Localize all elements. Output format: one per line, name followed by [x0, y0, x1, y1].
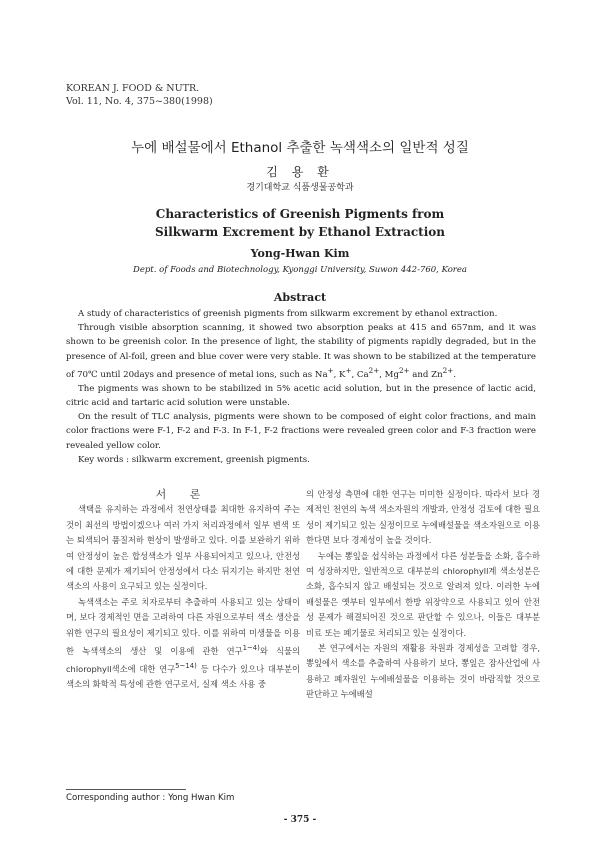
abstract-paragraph: A study of characteristics of greenish pigments from silkwarm excrement by ethanol extraction. [78, 309, 498, 319]
english-author: Yong-Hwan Kim [250, 247, 350, 260]
body-text: 녹색색소는 주로 치자로부터 추출하여 사용되고 있는 상태이며, 보다 경제적인 면을 고려하여 다른 자원으로부터 색소 생산을 위한 연구의 필요성이 제기되고 있다. 이를 위하여 미생물을 이용한 녹색색소의 생산 및 이용에 관한 연구 [66, 596, 300, 656]
page-number: - 375 - [283, 815, 317, 825]
english-title-line1: Characteristics of Greenish Pigments from [155, 207, 445, 221]
abstract-text: . [453, 369, 456, 380]
abstract-text: Through visible absorption scanning, it showed two absorption peaks at 415 and 657nm, and it was shown to be greenish color. In the presence of light, the stability of pigments rapidly degraded, but in the presence of Al-foil, green and blue cover were very stable. It was shown to be stabilized at the temperature of 70℃ until 20days and presence of metal ions, such as Na [66, 323, 536, 380]
english-title [0, 205, 600, 241]
english-affiliation: Dept. of Foods and Biotechnology, Kyonggi University, Suwon 442-760, Korea [133, 265, 467, 275]
ion-charge: + [345, 365, 352, 375]
journal-volume: Vol. 11, No. 4, 375~380(1998) [66, 96, 213, 107]
body-paragraph: 누에는 뽕잎을 섭식하는 과정에서 다른 성분들을 소화, 흡수하여 성장하지만, 일반적으로 대부분의 chlorophyll계 색소성분은 소화, 흡수되지 않고 배설되는 것으로 알려져 있다. 이러한 누에배설물은 옛부터 일부에서 한방 위장약으로 사용되고 있어 안전성 문제가 해결되어진 것으로 판단할 수 있으나, 이들은 대부분 비료 또는 폐기물로 처리되고 있는 실정이다. [306, 550, 540, 638]
journal-citation [66, 82, 213, 108]
citation-ref: 5~14) [175, 662, 197, 671]
journal-name: KOREAN J. FOOD & NUTR. [66, 83, 200, 94]
body-paragraph: 본 연구에서는 자원의 재활용 차원과 경제성을 고려할 경우, 뽕잎에서 색소를 추출하여 사용하기 보다, 뽕잎은 잠사산업에 사용하고 폐자원인 누에배설물을 이용하는 것이 바람직할 것으로 판단하고 누에배설 [306, 643, 540, 700]
footnote-rule [66, 789, 186, 790]
ion-charge: 2+ [398, 365, 410, 375]
body-paragraph: 색택을 유지하는 과정에서 천연상태를 최대한 유지하여 주는 것이 최선의 방법이겠으나 여러 가지 처리과정에서 일부 변색 또는 퇴색되어 품질저하 현상이 발생하고 있다. 이를 보완하기 위하여 안정성이 높은 합성색소가 일부 사용되어지고 있으나, 안전성에 대한 문제가 제기되어 안정성에서 다소 뒤지기는 하지만 천연색소의 사용이 요구되고 있는 실정이다. [66, 504, 300, 592]
abstract-text: , Mg [379, 369, 399, 380]
ion-charge: 2+ [442, 365, 454, 375]
abstract-text: , Ca [351, 369, 369, 380]
abstract-paragraph [66, 321, 536, 382]
keywords: Key words : silkwarm excrement, greenish pigments. [78, 454, 310, 465]
abstract-paragraph: The pigments was shown to be stabilized in 5% acetic acid solution, but in the presence of lactic acid, citric acid and tartaric acid solution were unstable. [66, 383, 536, 409]
korean-affiliation: 경기대학교 식품생물공학과 [246, 183, 354, 193]
english-title-line2: Silkwarm Excrement by Ethanol Extraction [154, 225, 445, 239]
section-heading: 서 론 [155, 488, 211, 501]
ion-charge: 2+ [368, 365, 380, 375]
abstract-text: and Zn [409, 369, 443, 380]
abstract-body [66, 307, 536, 467]
body-text: 등 다수가 있으나 대부분이 색소의 화학적 특성에 관한 연구로서, 실제 색소 사용 중 [66, 664, 300, 690]
korean-title: 누에 배설물에서 Ethanol 추출한 녹색색소의 일반적 성질 [131, 140, 469, 156]
abstract-text: , K [333, 369, 346, 380]
body-text: 와 식물의 chlorophyll색소에 대한 연구 [66, 645, 300, 674]
right-column [306, 487, 540, 703]
body-paragraph: 의 안정성 측면에 대한 연구는 미미한 실정이다. 따라서 보다 경제적인 천연의 녹색 색소자원의 개발과, 안정성 검토에 대한 필요성이 제기되고 있는 실정이므로 누에배설물을 색소자원으로 이용한다면 보다 경제성이 높을 것이다. [306, 489, 540, 546]
corresponding-author: Corresponding author : Yong Hwan Kim [66, 793, 235, 803]
abstract-paragraph: On the result of TLC analysis, pigments were shown to be composed of eight color fractions, and main color fractions were F-1, F-2 and F-3. In F-1, F-2 fractions were revealed green color and F-3 fraction were revealed yellow color. [66, 412, 536, 451]
left-column [66, 487, 300, 693]
korean-author: 김 용 환 [266, 165, 334, 179]
body-paragraph [66, 595, 300, 693]
citation-ref: 1~4) [242, 644, 260, 653]
abstract-heading: Abstract [273, 291, 327, 304]
ion-charge: + [327, 365, 334, 375]
